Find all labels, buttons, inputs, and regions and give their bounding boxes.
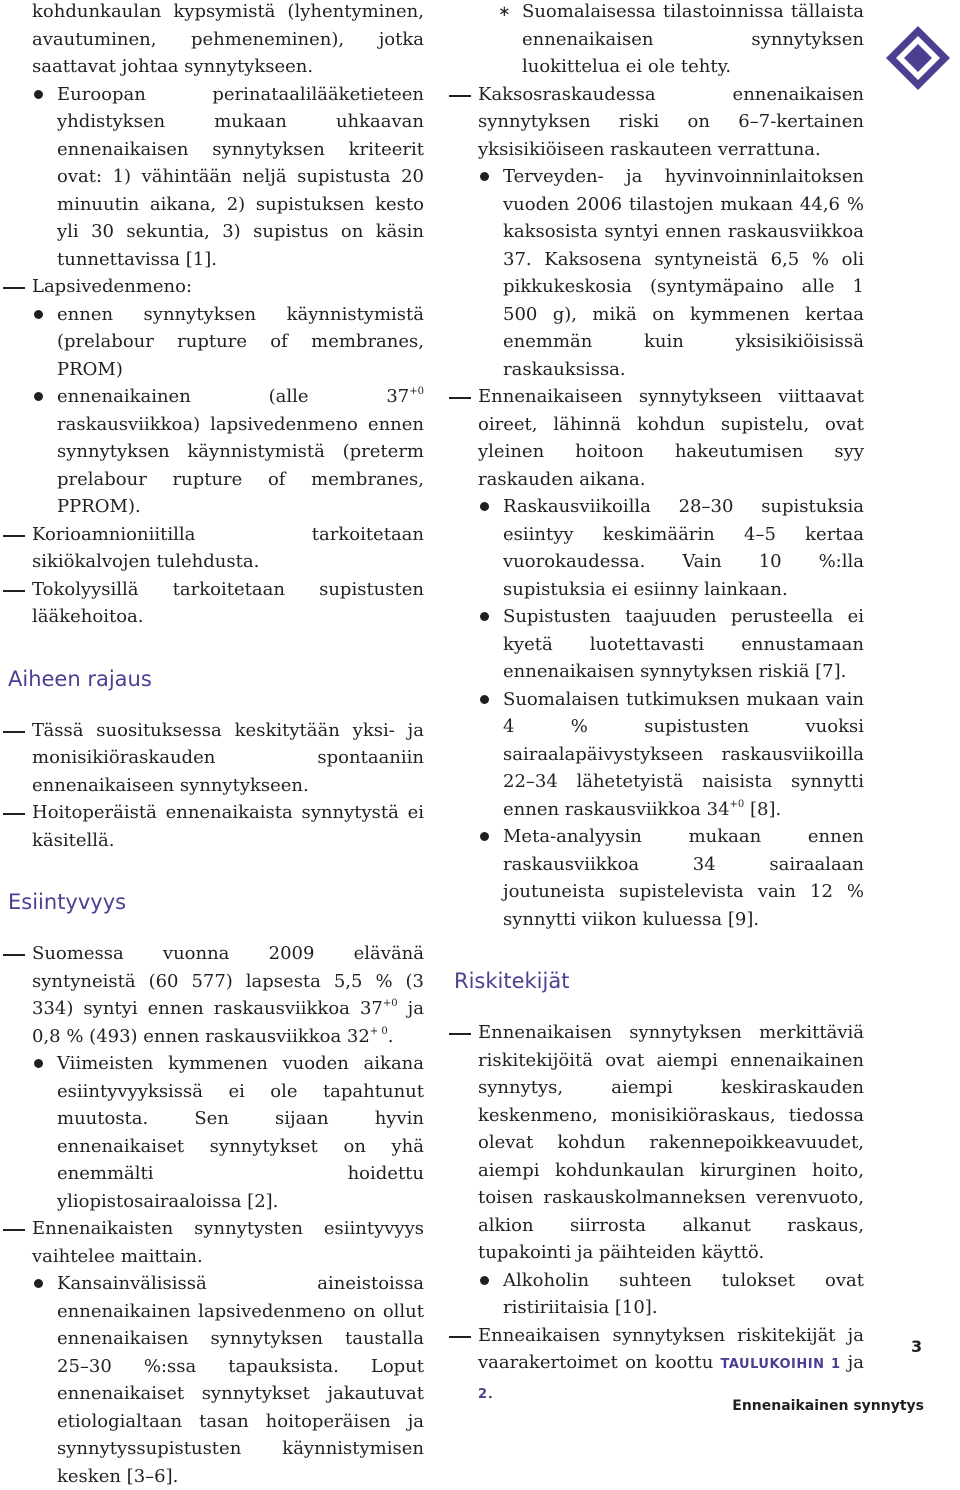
list-item: Suomessa vuonna 2009 elävänä syntyneistä (60 577) lapsesta 5,5 % (3 334) syntyi ennen raskausviikkoa $37^{+0}$ ja 0,8 % (493) ennen raskausviikkoa $32^{+ 0}$. <box>0 940 424 1050</box>
dash-marker-icon <box>3 590 25 592</box>
sub-list-item: Suomalaisen tutkimuksen mukaan vain 4 % supistusten vuoksi sairaalapäivystykseen raskausviikoilla 22–34 lähetetyistä naisista synnytti ennen raskausviikkoa $34^{+0}$ [8]. <box>446 686 864 824</box>
dash-marker-icon <box>3 535 25 537</box>
list-item: Ennenaikaisten synnytysten esiintyvyys vaihtelee maittain. <box>0 1215 424 1270</box>
bullet-marker-icon <box>480 502 489 511</box>
bullet-marker-icon <box>480 1276 489 1285</box>
page-number: 3 <box>911 1337 923 1356</box>
list-item: Enneaikaisen synnytyksen riskitekijät ja vaarakertoimet on koottu TAULUKOIHIN 1 ja 2. <box>446 1322 864 1409</box>
bullet-marker-icon <box>480 612 489 621</box>
list-item: Kaksosraskaudessa ennenaikaisen synnytyksen riski on 6–7-kertainen yksisikiöiseen raskauteen verrattuna. <box>446 81 864 164</box>
bullet-marker-icon <box>34 1059 43 1068</box>
list-item: Tokolyysillä tarkoitetaan supistusten lääkehoitoa. <box>0 576 424 631</box>
bullet-marker-icon <box>480 695 489 704</box>
sub-list-item: Kansainvälisissä aineistoissa ennenaikainen lapsivedenmeno on ollut ennenaikaisen synnytyksen taustalla 25–30 %:ssa tapauksista. Loput ennenaikaiset synnytykset jakautuvat etiologialtaan tasan hoitoperäisen ja synnytyssupistusten käynnistymisen kesken [3–6]. <box>0 1270 424 1490</box>
dash-marker-icon <box>3 813 25 815</box>
sub-list-item: Viimeisten kymmenen vuoden aikana esiintyvyyksissä ei ole tapahtunut muutosta. Sen sijaan hyvin ennenaikaiset synnytykset on yhä enemmälti hoidettu yliopistosairaaloissa [2]. <box>0 1050 424 1215</box>
sub-list-item: ennen synnytyksen käynnistymistä (prelabour rupture of membranes, PROM) <box>0 301 424 384</box>
dash-marker-icon <box>449 1336 471 1338</box>
diamond-logo-icon <box>884 24 952 92</box>
sub-list-item: Raskausviikoilla 28–30 supistuksia esiintyy keskimäärin 4–5 kertaa vuorokaudessa. Vain 10 %:lla supistuksia ei esiinny lainkaan. <box>446 493 864 603</box>
dash-marker-icon <box>3 1229 25 1231</box>
dash-marker-icon <box>3 287 25 289</box>
dash-marker-icon <box>3 954 25 956</box>
right-column <box>446 0 864 1408</box>
section-heading: Riskitekijät <box>454 969 570 993</box>
dash-marker-icon <box>3 731 25 733</box>
section-heading: Esiintyvyys <box>8 890 127 914</box>
list-item: Korioamnioniitilla tarkoitetaan sikiökalvojen tulehdusta. <box>0 521 424 576</box>
sub-list-item: ∗ Suomalaisessa tilastoinnissa tällaista ennenaikaisen synnytyksen luokittelua ei ole tehty. <box>446 0 864 81</box>
bullet-marker-icon <box>34 1279 43 1288</box>
section-heading: Aiheen rajaus <box>8 666 152 691</box>
bullet-marker-icon <box>34 392 43 401</box>
dash-marker-icon <box>449 1033 471 1035</box>
bullet-marker-icon <box>480 172 489 181</box>
list-item: Hoitoperäistä ennenaikaista synnytystä ei käsitellä. <box>0 799 424 854</box>
paragraph: kohdunkaulan kypsymistä (lyhentyminen, avautuminen, pehmeneminen), jotka saattavat johtaa synnytykseen. <box>32 1 424 77</box>
list-item: Lapsivedenmeno: <box>0 273 424 301</box>
bullet-marker-icon <box>34 310 43 319</box>
sub-list-item: Alkoholin suhteen tulokset ovat ristiriitaisia [10]. <box>446 1267 864 1322</box>
sub-list-item: Supistusten taajuuden perusteella ei kyetä luotettavasti ennustamaan ennenaikaisen synnytyksen riskiä [7]. <box>446 603 864 686</box>
left-column <box>0 0 424 1490</box>
bullet-marker-icon <box>34 90 43 99</box>
bullet-marker-icon <box>480 832 489 841</box>
sub-list-item: Euroopan perinataalilääketieteen yhdistyksen mukaan uhkaavan ennenaikaisen synnytyksen kriteerit ovat: 1) vähintään neljä supistusta 20 minuutin aikana, 2) supistuksen kesto yli 30 sekuntia, 3) supistus on käsin tunnettavissa [1]. <box>0 81 424 274</box>
list-item: Tässä suosituksessa keskitytään yksi- ja monisikiöraskauden spontaaniin ennenaikaiseen synnytykseen. <box>0 717 424 800</box>
asterisk-marker-icon: ∗ <box>498 2 511 20</box>
sub-list-item: Terveyden- ja hyvinvoinninlaitoksen vuoden 2006 tilastojen mukaan 44,6 % kaksosista syntyi ennen raskausviikkoa 37. Kaksosena syntyneistä 6,5 % oli pikkukeskosia (syntymäpaino alle 1 500 g), mikä on kymmenen kertaa enemmän kuin yksisikiöisissä raskauksissa. <box>446 163 864 383</box>
sub-list-item: Meta-analyysin mukaan ennen raskausviikkoa 34 sairaalaan joutuneista supistelevista vain 12 % synnytti viikon kuluessa [9]. <box>446 823 864 933</box>
dash-marker-icon <box>449 397 471 399</box>
sub-list-item: ennenaikainen (alle $37^{+0}$ raskausviikkoa) lapsivedenmeno ennen synnytyksen käynnistymistä (preterm prelabour rupture of membranes, PPROM). <box>0 383 424 521</box>
list-item: Ennenaikaisen synnytyksen merkittäviä riskitekijöitä ovat aiempi ennenaikainen synnytys, aiempi keskiraskauden keskenmeno, monisikiöraskaus, tiedossa olevat kohdun rakennepoikkeavuudet, aiempi kohdunkaulan kirurginen hoito, toisen raskauskolmanneksen verenvuoto, alkion siirrosta alkanut raskaus, tupakointi ja päihteiden käyttö. <box>446 1019 864 1267</box>
dash-marker-icon <box>449 95 471 97</box>
footer-title: Ennenaikainen synnytys <box>732 1398 924 1414</box>
list-item: Ennenaikaiseen synnytykseen viittaavat oireet, lähinnä kohdun supistelu, ovat yleinen hoitoon hakeutumisen syy raskauden aikana. <box>446 383 864 493</box>
